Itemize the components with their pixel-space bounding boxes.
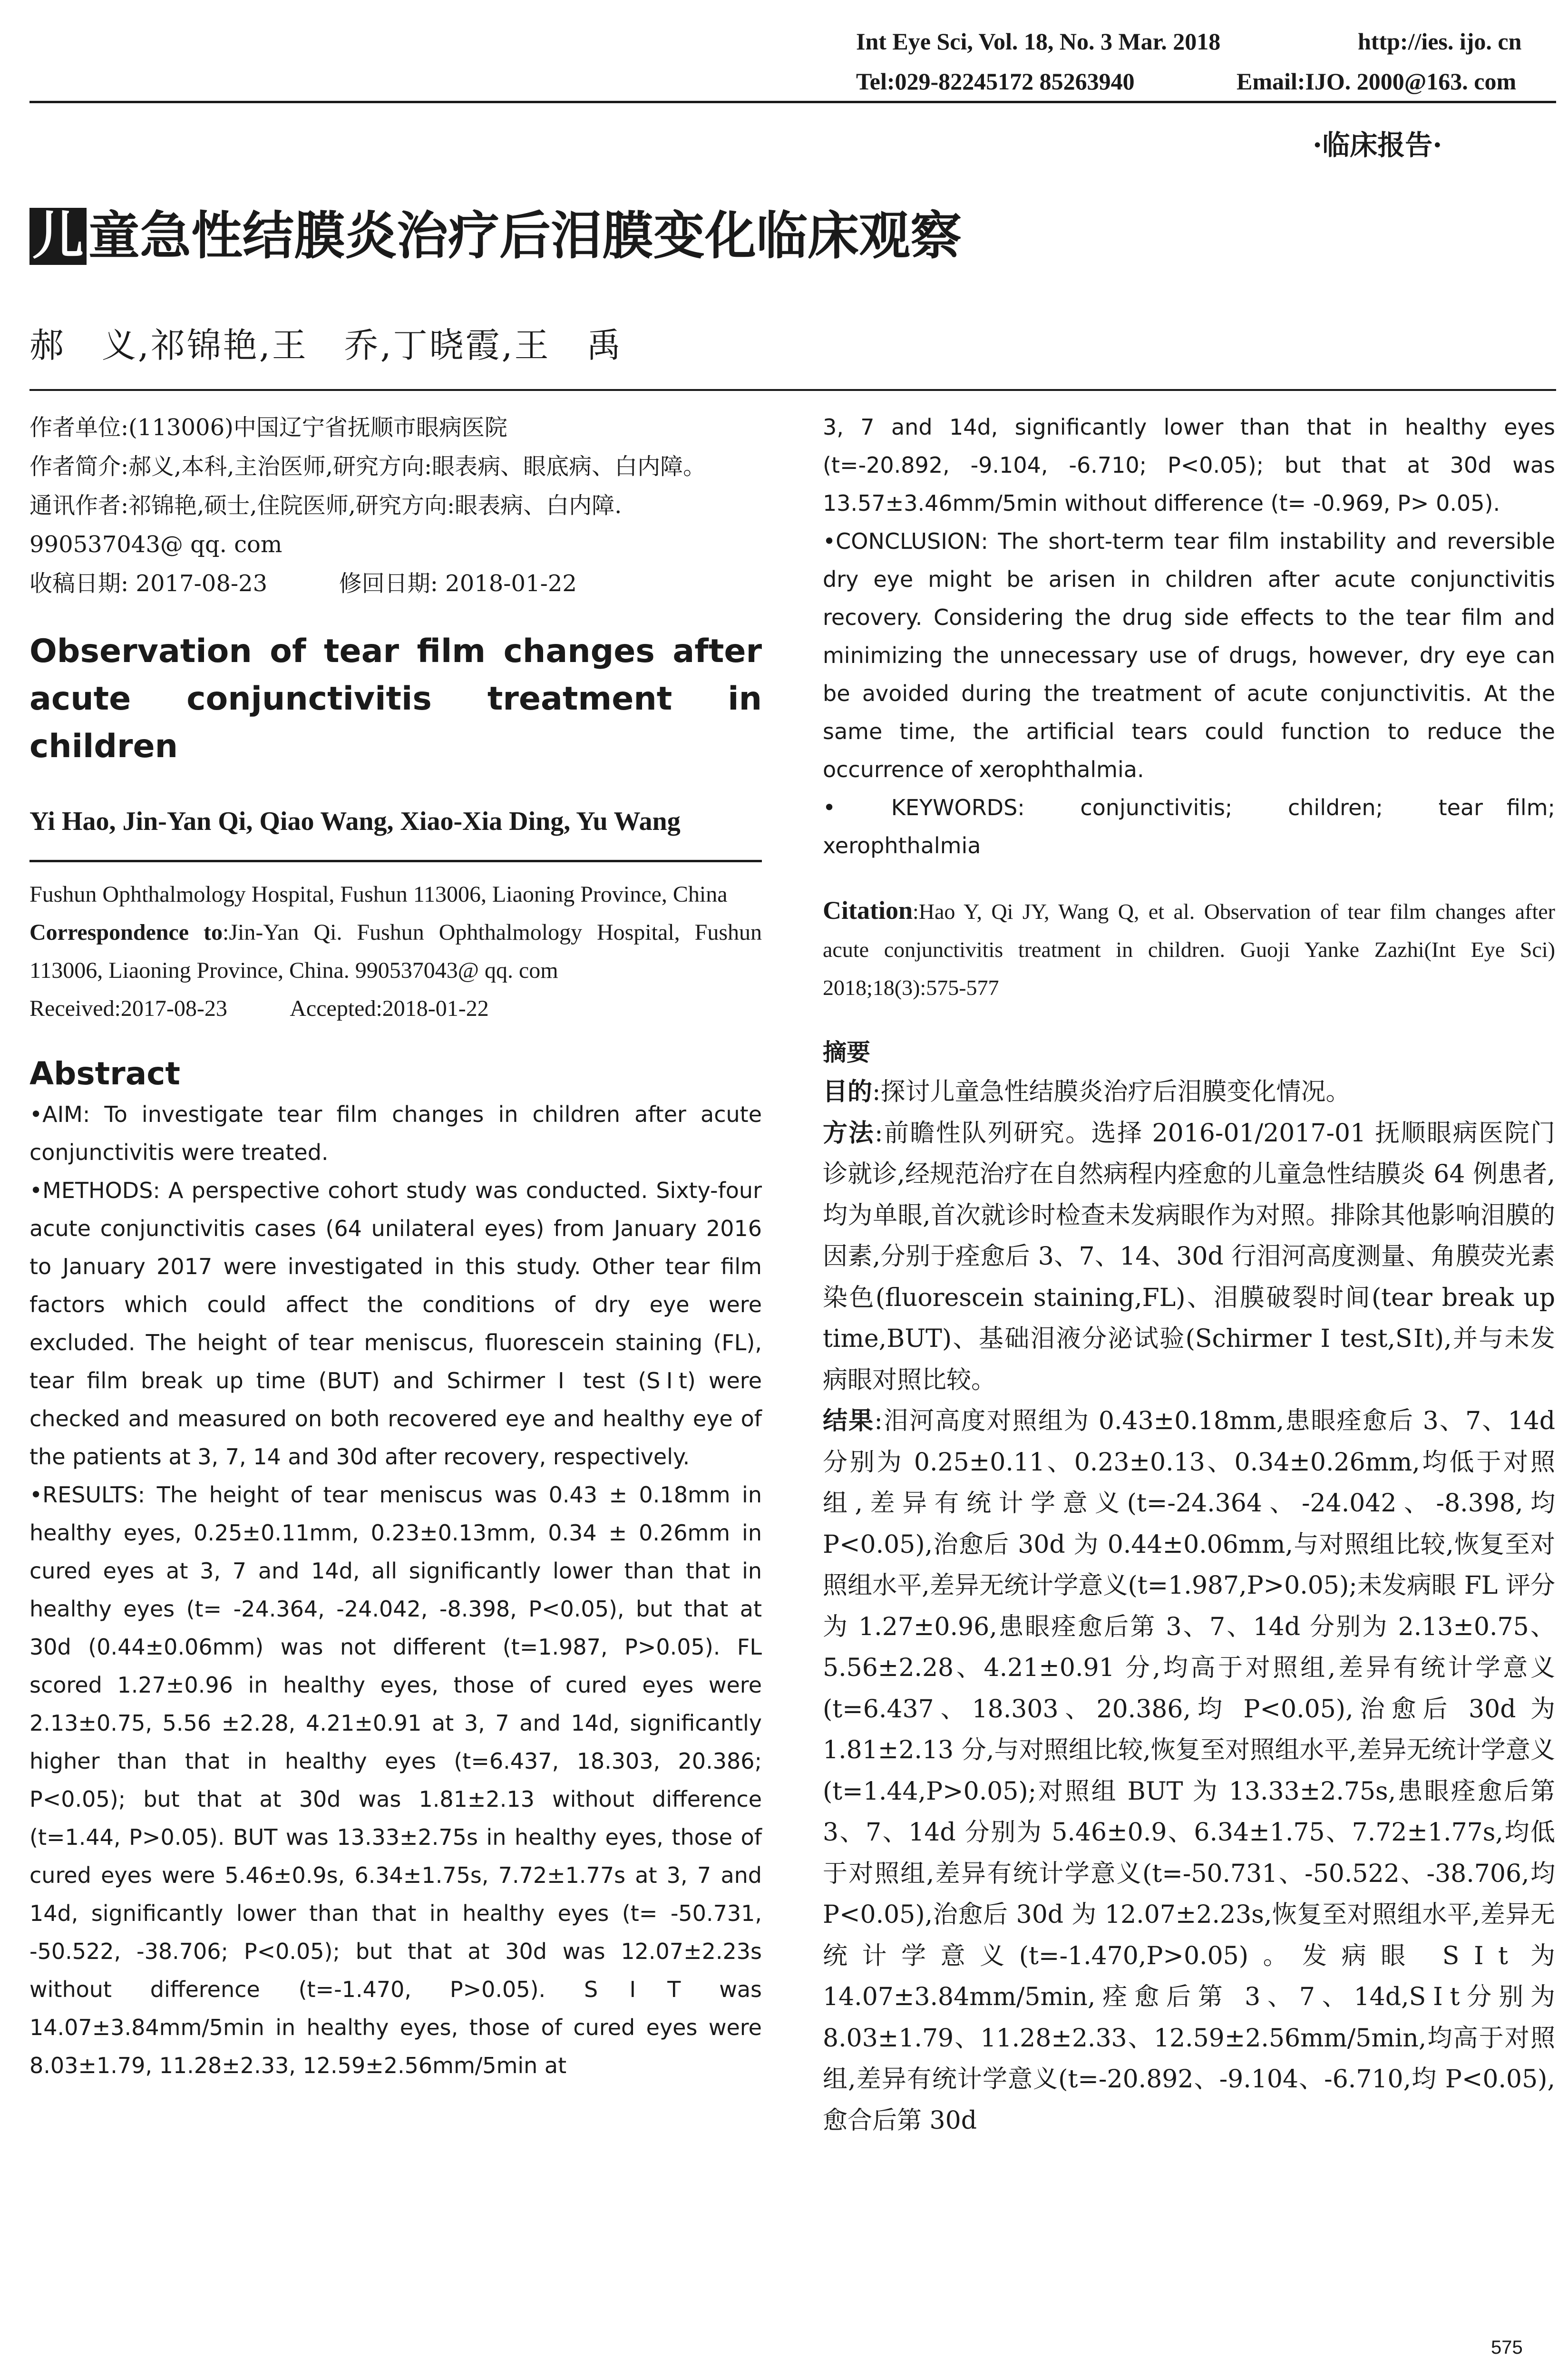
journal-tel: Tel:029-82245172 85263940 — [856, 68, 1135, 95]
cn-result-label: 结果 — [823, 1407, 875, 1435]
citation-text: :Hao Y, Qi JY, Wang Q, et al. Observation of tear film changes after acute conjunctivitis treatment in children. Guoji Yanke Zazhi(Int Eye Sci) 2018;18(3):575-577 — [823, 899, 1555, 1000]
correspondence-label: Correspondence to — [29, 920, 223, 945]
title-rule — [29, 389, 1556, 391]
abstract-keywords: • KEYWORDS: conjunctivitis; children; tear film; xerophthalmia — [823, 795, 1555, 858]
cn-method-text: :前瞻性队列研究。选择 2016-01/2017-01 抚顺眼病医院门诊就诊,经规范治疗在自然病程内痊愈的儿童急性结膜炎 64 例患者,均为单眼,首次就诊时检查未发病眼作为对照。排除其他影响泪膜的因素,分别于痊愈后 3、7、14、30d 行泪河高度测量、角膜荧光素染色(fluorescein staining,FL)、泪膜破裂时间(tear break up time,BUT)、基础泪液分泌试验(Schirmer Ⅰ test,SⅠt),并与未发病眼对照比较。 — [823, 1119, 1555, 1394]
journal-url: http://ies. ijo. cn — [1358, 28, 1522, 55]
dates-en — [29, 990, 762, 1028]
right-column — [823, 408, 1555, 2141]
received-en: Received:2017-08-23 — [29, 996, 227, 1021]
cn-method-label: 方法 — [823, 1119, 875, 1148]
author-unit: 作者单位:(113006)中国辽宁省抚顺市眼病医院 — [29, 414, 507, 441]
authors-cn: 郝 义,祁锦艳,王 乔,丁晓霞,王 禹 — [29, 325, 623, 365]
cn-aim-label: 目的 — [823, 1078, 873, 1106]
english-title: Observation of tear film changes after acute conjunctivitis treatment in children — [29, 633, 762, 765]
received-date-cn: 收稿日期: 2017-08-23 — [29, 570, 268, 597]
title-rest: 童急性结膜炎治疗后泪膜变化临床观察 — [88, 206, 962, 266]
correspondence — [29, 914, 762, 990]
cn-abstract-heading: 摘要 — [823, 1038, 870, 1066]
cn-result-text: :泪河高度对照组为 0.43±0.18mm,患眼痊愈后 3、7、14d 分别为 0.25±0.11、0.23±0.13、0.34±0.26mm,均低于对照组,差异有统计学意义(t=-24.364、-24.042、-8.398,均 P<0.05),治愈后 30d 为 0.44±0.06mm,与对照组比较,恢复至对照组水平,差异无统计学意义(t=1.987,P>0.05);未发病眼 FL 评分为 1.27±0.96,患眼痊愈后第 3、7、14d 分别为 2.13±0.75、5.56±2.28、4.21±0.91 分,均高于对照组,差异有统计学意义(t=6.437、18.303、20.386,均 P<0.05),治愈后 30d 为 1.81±2.13 分,与对照组比较,恢复至对照组水平,差异无统计学意义(t=1.44,P>0.05);对照组 BUT 为 13.33±2.75s,患眼痊愈后第 3、7、14d 分别为 5.46±0.9、6.34±1.75、7.72±1.77s,均低于对照组,差异有统计学意义(t=-50.731、-50.522、-38.706,均 P<0.05),治愈后 30d 为 12.07±2.23s,恢复至对照组水平,差异无统计学意义(t=-1.470,P>0.05)。发病眼 SⅠt 为 14.07±3.84mm/5min,痊愈后第 3、7、14d,SⅠt分别为 8.03±1.79、11.28±2.33、12.59±2.56mm/5min,均高于对照组,差异有统计学意义(t=-20.892、-9.104、-6.710,均 P<0.05),愈合后第 30d — [823, 1407, 1555, 2135]
abstract-continued — [823, 408, 1555, 865]
page-title — [29, 205, 962, 267]
abstract-conclusion: •CONCLUSION: The short-term tear film instability and reversible dry eye might be arisen in children after acute conjunctivitis recovery. Considering the drug side effects to the tear film and minimizing the unnecessary use of drugs, however, dry eye can be avoided during the treatment of acute conjunctivitis. At the same time, the artificial tears could function to reduce the occurrence of xerophthalmia. — [823, 528, 1555, 782]
dates-cn — [29, 564, 762, 603]
revised-date-cn: 修回日期: 2018-01-22 — [339, 570, 577, 597]
left-column — [29, 408, 762, 2085]
citation — [823, 891, 1555, 1007]
cn-abstract-body — [823, 1072, 1555, 2141]
abstract-methods: •METHODS: A perspective cohort study was conducted. Sixty-four acute conjunctivitis cases (64 unilateral eyes) from January 2016 to January 2017 were investigated in this study. Other tear film factors which could affect the conditions of dry eye were excluded. The height of tear meniscus, fluorescein staining (FL), tear film break up time (BUT) and Schirmer Ⅰ test (SⅠt) were checked and measured on both recovered eye and healthy eye of the patients at 3, 7, 14 and 30d after recovery, respectively. — [29, 1178, 762, 1470]
author-rule — [29, 860, 762, 862]
cn-aim — [823, 1072, 1555, 1113]
abstract-aim: •AIM: To investigate tear film changes in children after acute conjunctivitis were treated. — [29, 1101, 762, 1165]
cn-method — [823, 1113, 1555, 1401]
author-bio: 作者简介:郝义,本科,主治医师,研究方向:眼表病、眼底病、白内障。 — [29, 453, 706, 480]
citation-label: Citation — [823, 896, 913, 925]
cn-aim-text: :探讨儿童急性结膜炎治疗后泪膜变化情况。 — [872, 1078, 1351, 1106]
abstract-body — [29, 1095, 762, 2085]
affiliation: Fushun Ophthalmology Hospital, Fushun 113006, Liaoning Province, China — [29, 882, 728, 907]
journal-email: Email:IJO. 2000@163. com — [1237, 68, 1517, 95]
journal-line: Int Eye Sci, Vol. 18, No. 3 Mar. 2018 — [856, 28, 1221, 55]
corresponding-author-cn: 通讯作者:祁锦艳,硕士,住院医师,研究方向:眼表病、白内障. 990537043@ qq. com — [29, 492, 622, 558]
section-label: ·临床报告· — [1313, 129, 1442, 161]
header-rule — [29, 101, 1556, 103]
correspondence-text: :Jin-Yan Qi. Fushun Ophthalmology Hospital, Fushun 113006, Liaoning Province, China. 990537043@ qq. com — [29, 920, 762, 983]
abstract-heading: Abstract — [29, 1055, 180, 1092]
english-authors: Yi Hao, Jin-Yan Qi, Qiao Wang, Xiao-Xia Ding, Yu Wang — [29, 807, 681, 836]
page-number: 575 — [1491, 2337, 1523, 2358]
cn-result — [823, 1401, 1555, 2141]
accepted-en: Accepted:2018-01-22 — [290, 996, 489, 1021]
abstract-results: •RESULTS: The height of tear meniscus was 0.43 ± 0.18mm in healthy eyes, 0.25±0.11mm, 0.23±0.13mm, 0.34 ± 0.26mm in cured eyes at 3, 7 and 14d, all significantly lower than that in healthy eyes (t= -24.364, -24.042, -8.398, P<0.05), but that at 30d (0.44±0.06mm) was not different (t=1.987, P>0.05). FL scored 1.27±0.96 in healthy eyes, those of cured eyes were 2.13±0.75, 5.56 ±2.28, 4.21±0.91 at 3, 7 and 14d, significantly higher than that in healthy eyes (t=6.437, 18.303, 20.386; P<0.05); but that at 30d was 1.81±2.13 without difference (t=1.44, P>0.05). BUT was 13.33±2.75s in healthy eyes, those of cured eyes were 5.46±0.9s, 6.34±1.75s, 7.72±1.77s at 3, 7 and 14d, significantly lower than that in healthy eyes (t= -50.731, -50.522, -38.706; P<0.05); but that at 30d was 12.07±2.23s without difference (t=-1.470, P>0.05). SⅠT was 14.07±3.84mm/5min in healthy eyes, those of cured eyes were 8.03±1.79, 11.28±2.33, 12.59±2.56mm/5min at — [29, 1482, 762, 2078]
abstract-results-continued: 3, 7 and 14d, significantly lower than that in healthy eyes (t=-20.892, -9.104, -6.710; P<0.05); but that at 30d was 13.57±3.46mm/5min without difference (t= -0.969, P> 0.05). — [823, 414, 1555, 516]
title-first-char: 儿 — [29, 208, 87, 265]
